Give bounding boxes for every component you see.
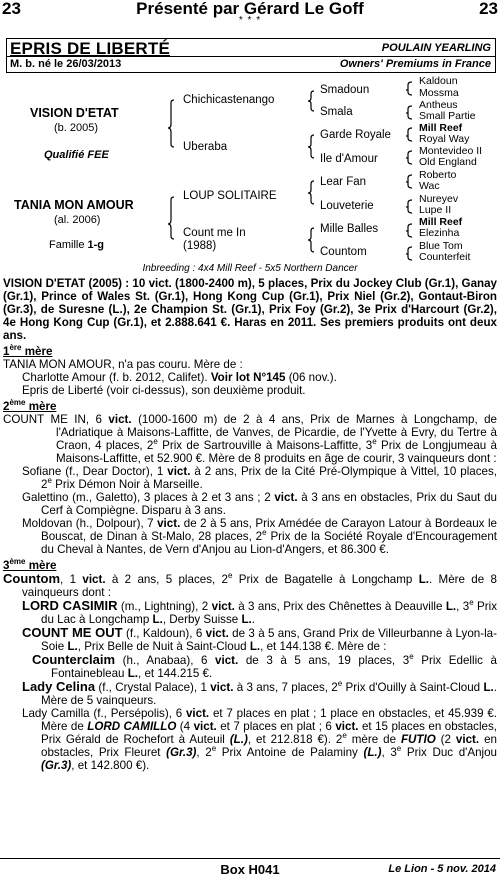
- produce-item: LORD CASIMIR (m., Lightning), 2 vict. à 3 ans, Prix des Chênettes à Deauville L., 3e Prix du Lac à Longchamp L., Derby Suisse L..: [22, 598, 497, 626]
- gen2-name: Mille Balles: [320, 223, 379, 235]
- pedigree-chart: [0, 72, 500, 277]
- gen3-name: Montevideo II: [419, 145, 483, 157]
- gen3-name: Roberto: [419, 169, 457, 181]
- gen3-name: Elezinha: [419, 227, 460, 239]
- sire-note: Qualifié FEE: [44, 149, 109, 161]
- horse-title-box: [6, 38, 496, 73]
- page-number-left: 23: [2, 0, 21, 18]
- produce-item: Charlotte Amour (f. b. 2012, Califet). Voir lot N°145 (06 nov.).: [22, 371, 337, 384]
- section-heading-1st-dam: 1ère mère: [3, 343, 53, 358]
- gen1-name: Chichicastenango: [183, 94, 275, 106]
- sire-name: VISION D'ETAT: [30, 106, 119, 120]
- gen2-name: Lear Fan: [320, 176, 367, 188]
- divider: [7, 56, 495, 57]
- gen3-name: Counterfeit: [419, 251, 471, 263]
- title-stars: * * *: [238, 15, 262, 26]
- produce-item: Counterclaim (h., Anabaa), 6 vict. de 3 à 5 ans, 19 places, 3e Prix Edellic à Fontainebleau L., et 144.215 €.: [32, 652, 497, 680]
- gen1-year: (1988): [183, 240, 217, 252]
- gen3-name: Mossma: [419, 87, 459, 99]
- dam-family: Famille 1-g: [49, 239, 105, 251]
- section-heading-3rd-dam: 3ème mère: [3, 557, 57, 572]
- gen3-name: Wac: [419, 180, 440, 192]
- gen1-name: Uberaba: [183, 141, 228, 153]
- box-number: Box H041: [220, 862, 280, 877]
- produce-item: Lady Celina (f., Crystal Palace), 1 vict. à 3 ans, 7 places, 2e Prix d'Ouilly à Saint-Cloud L.. Mère de 5 vainqueurs.: [22, 679, 497, 707]
- dam-2-record: COUNT ME IN, 6 vict. (1000-1600 m) de 2 à 4 ans, Prix de Marnes à Longchamp, de l'Adriatique à Maisons-Laffitte, de Vanves, de Picardie, de l'Yvette à Evry, du Tertre à Craon, 4 places, 2e Prix de Sartrouville à Maisons-Laffitte, 3e Prix de Longjumeau à Maisons-Laffitte, et 52.900 €. Mère de 8 produits en âge de courir, 3 vainqueurs dont :: [3, 413, 498, 465]
- gen3-name: Nureyev: [419, 193, 459, 205]
- owner-premiums: Owners' Premiums in France: [339, 58, 491, 70]
- horse-name: EPRIS DE LIBERTÉ: [10, 39, 171, 58]
- section-heading-2nd-dam: 2ème mère: [3, 398, 57, 413]
- sale-date: Le Lion - 5 nov. 2014: [388, 863, 496, 875]
- gen3-name: Antheus: [419, 99, 458, 111]
- gen3-name: Blue Tom: [419, 240, 463, 252]
- produce-item: Lady Camilla (f., Persépolis), 6 vict. et 7 places en plat ; 1 place en obstacles, et 45.939 €. Mère de LORD CAMILLO (4 vict. et 7 places en plat ; 6 vict. et 15 places en obstacles, Prix Gérald de Rochefort à Auteuil (L.), et 212.818 €). 2e mère de FUTIO (2 vict. en obstacles, Prix Fleuret (Gr.3), 2e Prix Antoine de Palaminy (L.), 3e Prix Duc d'Anjou (Gr.3), et 142.800 €).: [22, 707, 498, 772]
- produce-item: Sofiane (f., Dear Doctor), 1 vict. à 2 ans, Prix de la Cité Pré-Olympique à Vittel, 10 places, 2e Prix Démon Noir à Marseille.: [22, 465, 497, 491]
- gen3-name: Lupe II: [419, 204, 452, 216]
- dam-1-intro: TANIA MON AMOUR, n'a pas couru. Mère de :: [3, 358, 243, 371]
- dam-year: (al. 2006): [54, 214, 101, 226]
- gen2-name: Louveterie: [320, 200, 374, 212]
- gen2-name: Ile d'Amour: [320, 153, 378, 165]
- sire-year: (b. 2005): [54, 122, 99, 134]
- gen3-name: Small Partie: [419, 110, 476, 122]
- page-footer: [0, 858, 500, 879]
- dam-3-record: Countom, 1 vict. à 2 ans, 5 places, 2e Prix de Bagatelle à Longchamp L.. Mère de 8 vainqueurs dont :: [3, 571, 497, 599]
- page-header: [0, 0, 500, 26]
- gen2-name: Smala: [320, 106, 353, 118]
- page-number-right: 23: [479, 0, 498, 18]
- gen1-name: LOUP SOLITAIRE: [183, 190, 277, 202]
- gen3-name: Mill Reef: [419, 216, 463, 228]
- dam-name: TANIA MON AMOUR: [14, 198, 134, 212]
- sire-record: VISION D'ETAT (2005) : 10 vict. (1800-2400 m), 5 places, Prix du Jockey Club (Gr.1), Ganay (Gr.1), Prince of Wales St. (Gr.1), Hong Kong Cup (Gr.1), Prix Niel (Gr.2), Gontaut-Biron (Gr.3), de Suresne (L.), 2e Champion St. (Gr.1), Prix Foy (Gr.2), 3e Prix d'Harcourt (Gr.2), 4e Hong Kong Cup (Gr.1), et 2.888.641 €. Haras en 2011. Ses premiers produits ont deux ans.: [3, 277, 498, 342]
- inbreeding-note: Inbreeding : 4x4 Mill Reef - 5x5 Northern Dancer: [142, 263, 358, 274]
- produce-item: COUNT ME OUT (f., Kaldoun), 6 vict. de 3 à 5 ans, Grand Prix de Villeurbanne à Lyon-la-Soie L., Prix Belle de Nuit à Saint-Cloud L., et 144.138 €. Mère de :: [22, 625, 497, 653]
- gen2-name: Garde Royale: [320, 129, 391, 141]
- produce-item: Moldovan (h., Dolpour), 7 vict. de 2 à 5 ans, Prix Amédée de Carayon Latour à Bordeaux le Bouscat, de Dinan à St-Malo, 28 places, 2e Prix de la Société Royale d'Encouragement du Cheval à Nantes, de Vern d'Anjou au Lion-d'Angers, et 86.300 €.: [22, 517, 497, 556]
- gen3-name: Royal Way: [419, 133, 470, 145]
- produce-item: Epris de Liberté (voir ci-dessus), son deuxième produit.: [22, 384, 306, 397]
- gen3-name: Mill Reef: [419, 122, 463, 134]
- gen3-name: Old England: [419, 156, 477, 168]
- produce-item: Galettino (m., Galetto), 3 places à 2 et 3 ans ; 2 vict. à 3 ans en obstacles, Prix du Saut du Cerf à Compiègne. Disparu à 3 ans.: [22, 491, 497, 517]
- gen2-name: Smadoun: [320, 84, 370, 96]
- gen1-name: Count me In: [183, 227, 246, 239]
- gen3-name: Kaldoun: [419, 75, 458, 87]
- page-title: Présenté par Gérard Le Goff: [136, 0, 364, 18]
- gen2-name: Countom: [320, 246, 367, 258]
- horse-class: POULAIN YEARLING: [381, 42, 491, 54]
- catalogue-body: [3, 277, 497, 772]
- horse-birth: M. b. né le 26/03/2013: [10, 58, 122, 70]
